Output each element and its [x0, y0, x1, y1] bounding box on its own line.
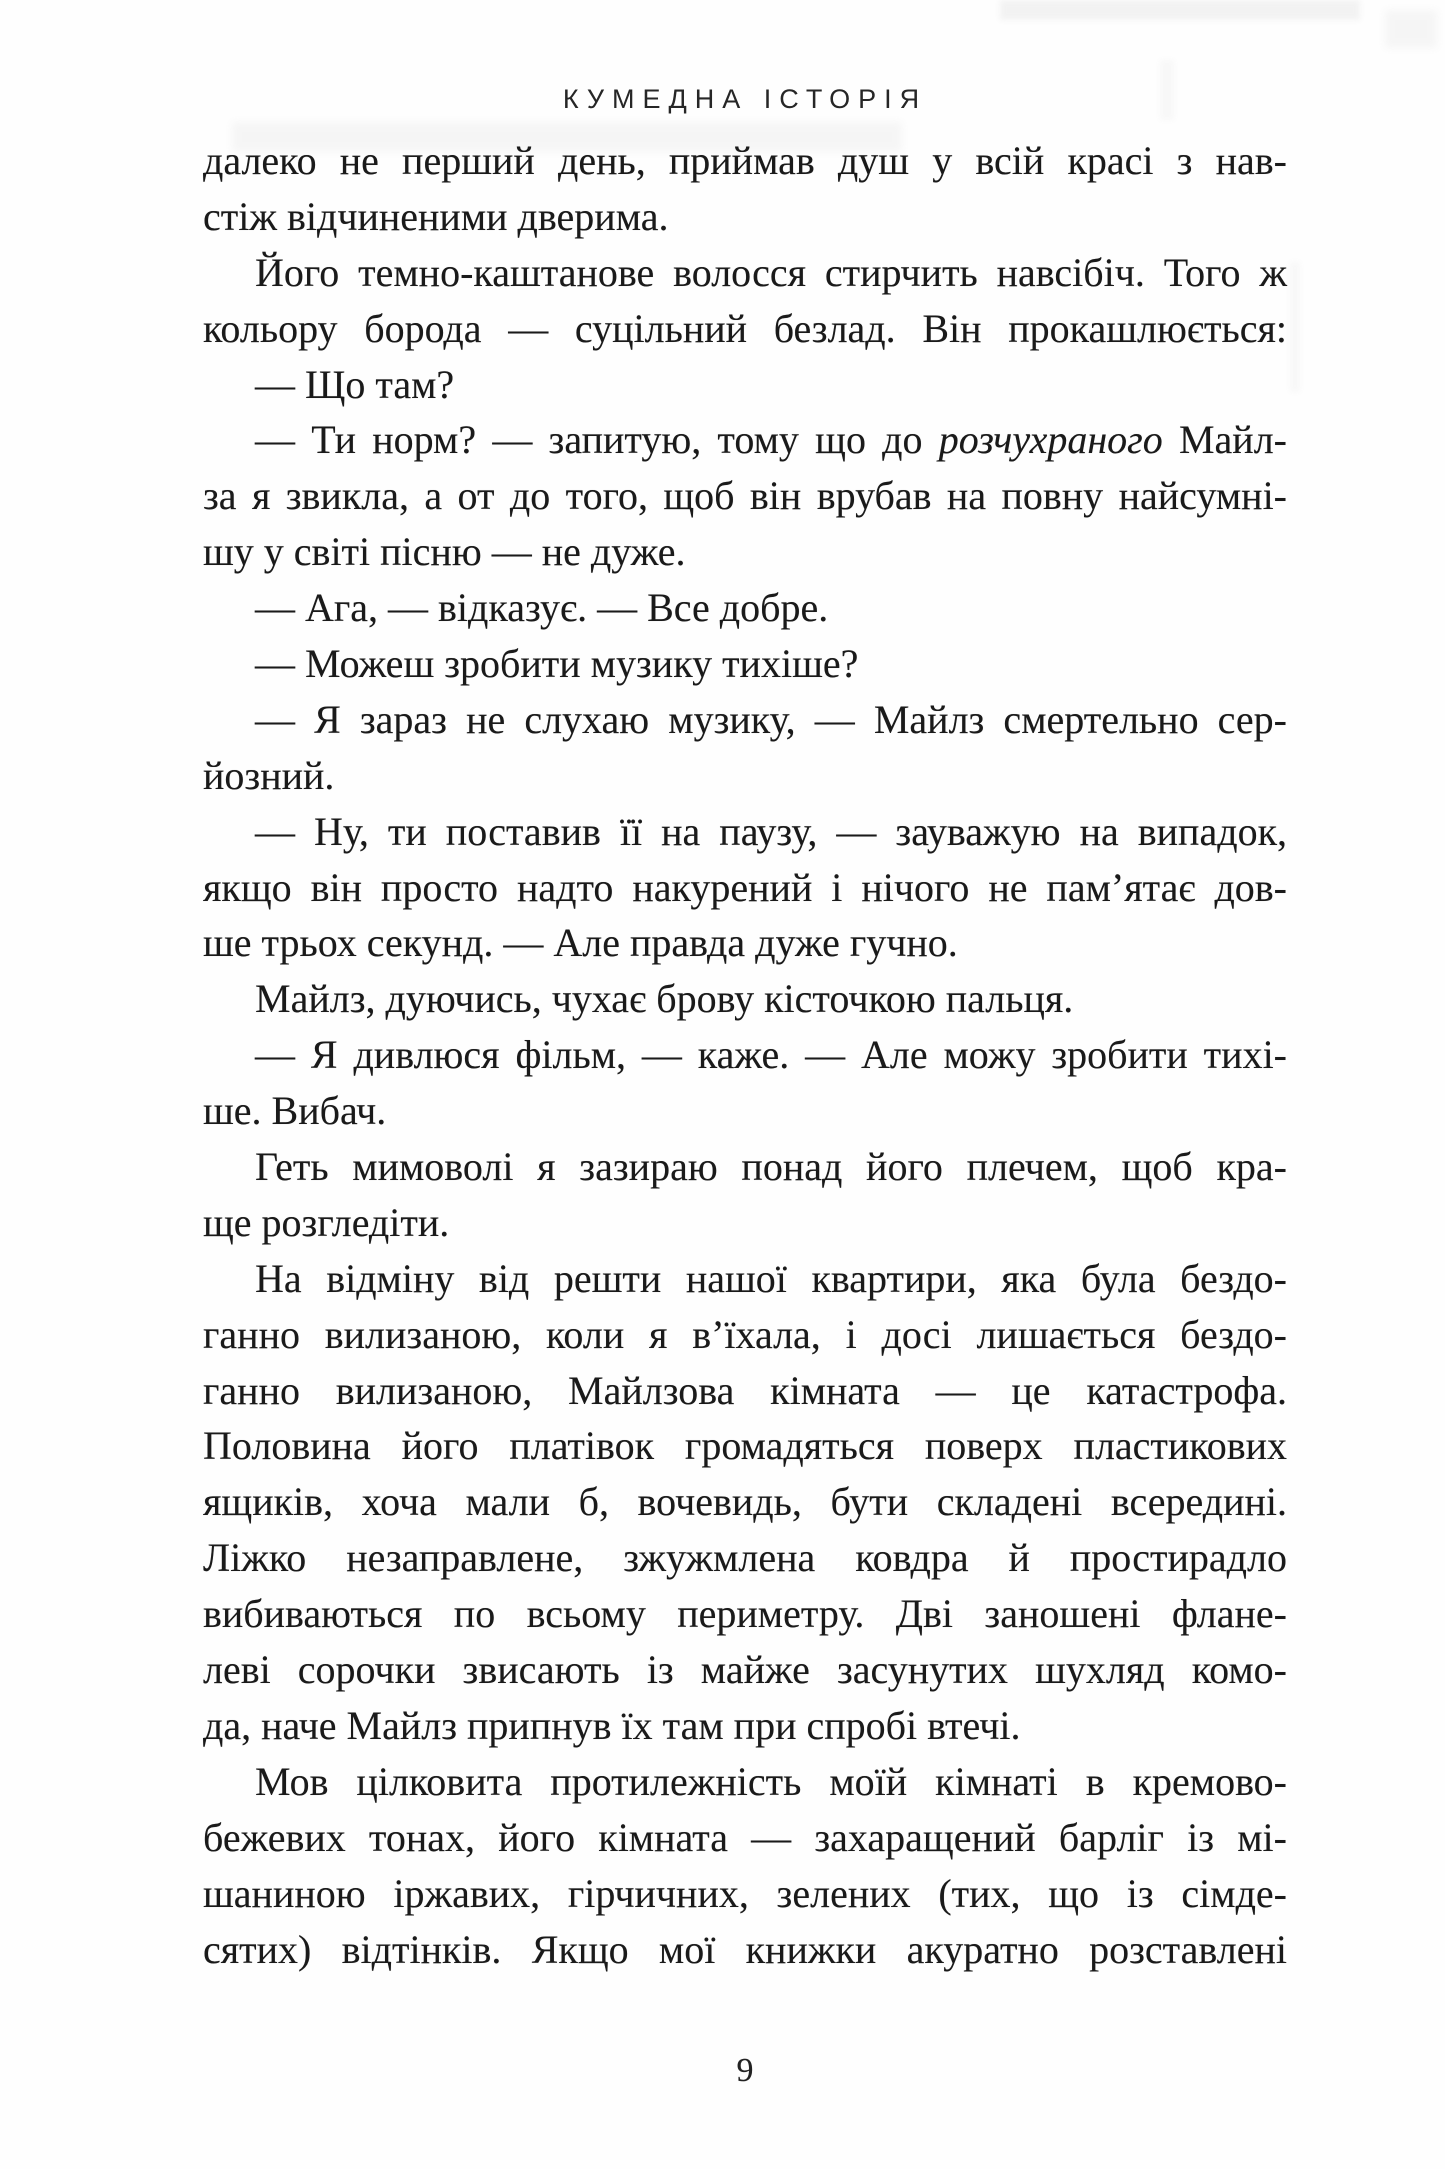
text-line: Геть мимоволі я зазираю понад його плечем, щоб кра- — [255, 1144, 1287, 1190]
text-line: сятих) відтінків. Якщо мої книжки акуратно розставлені — [203, 1926, 1287, 1972]
paragraph — [203, 1139, 1287, 1251]
italic-text: розчухраного — [938, 417, 1163, 463]
text-line: леві сорочки звисають із майже засунутих шухляд комо- — [203, 1647, 1287, 1693]
text-line: — Ага, — відказує. — Все добре. — [255, 585, 829, 631]
scan-artifact — [1385, 10, 1437, 48]
text-line: далеко не перший день, приймав душ у всій красі з нав- — [203, 138, 1287, 183]
text-segment: Майл- — [1162, 417, 1287, 463]
paragraph — [203, 1027, 1287, 1139]
text-line: бежевих тонах, його кімната — захаращений барліг із мі- — [203, 1814, 1287, 1860]
paragraph — [203, 1754, 1287, 1978]
text-line: ше трьох секунд. — Але правда дуже гучно. — [203, 920, 958, 966]
paragraph — [203, 580, 1287, 636]
text-line: шаниною іржавих, гірчичних, зелених (тих, що із сімде- — [203, 1870, 1287, 1916]
scan-artifact — [1290, 262, 1300, 392]
text-line: ганно вилизаною, коли я в’їхала, і досі лишається бездо- — [203, 1311, 1287, 1357]
paragraph — [203, 1251, 1287, 1754]
text-line: якщо він просто надто накурений і нічого не пам’ятає дов- — [203, 864, 1287, 910]
text-line: стіж відчиненими дверима. — [203, 193, 669, 239]
paragraph — [203, 357, 1287, 413]
text-line: да, наче Майлз припнув їх там при спробі втечі. — [203, 1702, 1021, 1748]
text-segment: — Ти норм? — запитую, тому що до — [255, 417, 939, 463]
paragraph — [203, 636, 1287, 692]
text-line: — Що там? — [255, 361, 455, 407]
text-line: за я звикла, а от до того, щоб він врубав на повну найсумні- — [203, 473, 1287, 519]
text-block — [203, 133, 1287, 1977]
scan-artifact — [1000, 0, 1360, 20]
text-line: — Можеш зробити музику тихіше? — [255, 641, 859, 687]
paragraph — [203, 133, 1287, 245]
text-line: ще розгледіти. — [203, 1199, 450, 1245]
text-line: шу у світі пісню — не дуже. — [203, 529, 686, 575]
text-line — [203, 412, 1287, 468]
page-number: 9 — [736, 2052, 754, 2089]
text-line: Половина його платівок громадяться поверх пластикових — [203, 1423, 1287, 1469]
text-line: ше. Вибач. — [203, 1088, 387, 1134]
running-header: КУМЕДНА ІСТОРІЯ — [562, 84, 928, 114]
text-line: На відміну від решти нашої квартири, яка була бездо- — [255, 1255, 1287, 1301]
text-line: ящиків, хоча мали б, вочевидь, бути складені всередині. — [203, 1479, 1287, 1525]
text-line: — Я зараз не слухаю музику, — Майлз смертельно сер- — [255, 696, 1287, 742]
text-line: Ліжко незаправлене, зжужмлена ковдра й простирадло — [203, 1535, 1287, 1581]
text-line: йозний. — [203, 752, 335, 798]
text-line: вибиваються по всьому периметру. Дві заношені флане- — [203, 1591, 1287, 1637]
paragraph — [203, 804, 1287, 972]
text-line: — Я дивлюся фільм, — каже. — Але можу зробити тихі- — [255, 1032, 1287, 1078]
text-line: кольору борода — суцільний безлад. Він прокашлюється: — [203, 305, 1287, 351]
text-line: — Ну, ти поставив її на паузу, — зауважую на випадок, — [255, 808, 1287, 854]
paragraph — [203, 412, 1287, 580]
text-line: Мов цілковита протилежність моїй кімнаті в кремово- — [255, 1758, 1287, 1804]
text-line: Його темно-каштанове волосся стирчить навсібіч. Того ж — [255, 249, 1287, 295]
text-line: Майлз, дуючись, чухає брову кісточкою пальця. — [255, 976, 1074, 1022]
paragraph — [203, 971, 1287, 1027]
paragraph — [203, 692, 1287, 804]
text-line: ганно вилизаною, Майлзова кімната — це катастрофа. — [203, 1367, 1287, 1413]
paragraph — [203, 245, 1287, 357]
